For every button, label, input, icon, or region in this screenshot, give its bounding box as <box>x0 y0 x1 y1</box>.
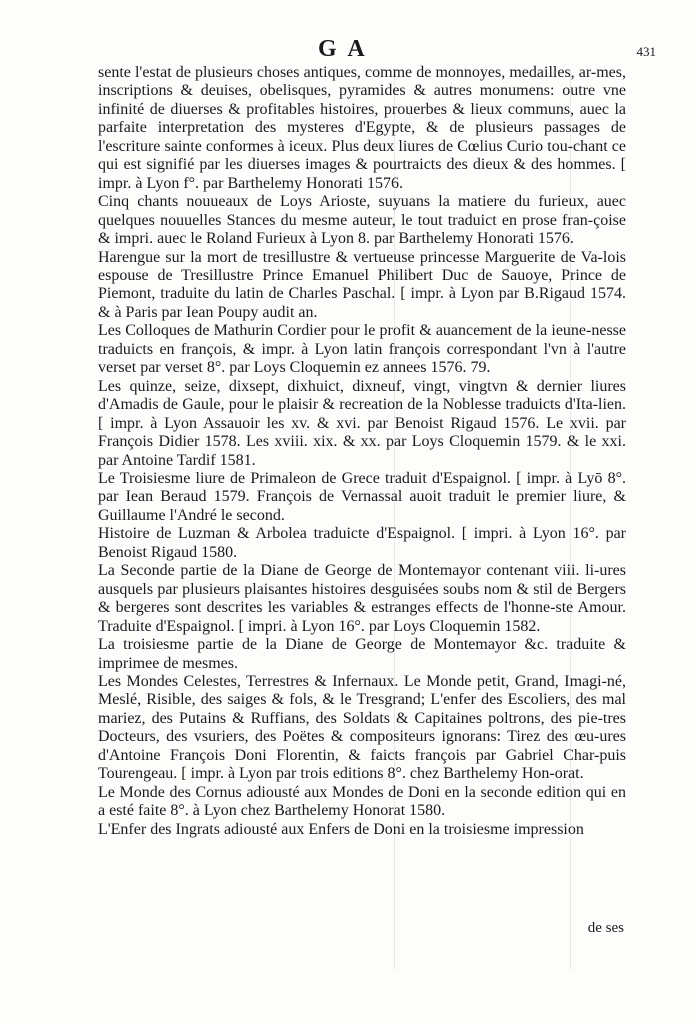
running-title: G A <box>318 36 368 62</box>
bibliography-entry: Les quinze, seize, dixsept, dixhuict, dixneuf, vingt, vingtvn & dernier liures d'Amadis de Gaule, pour le plaisir & recreation de la Noblesse traduicts d'Ita-lien. [ impr. à Lyon Assauoir les xv. & xvi. par Benoist Rigaud 1576. Le xvii. par François Didier 1578. Les xviii. xix. & xx. par Loys Cloquemin 1579. & le xxi. par Antoine Tardif 1581. <box>98 377 626 469</box>
catchword: de ses <box>587 920 624 936</box>
bibliography-entry: Cinq chants nouueaux de Loys Arioste, suyuans la matiere du furieux, auec quelques nouuelles Stances du mesme auteur, le tout traduict en prose fran-çoise & impri. auec le Roland Furieux à Lyon 8. par Barthelemy Honorati 1576. <box>98 193 626 248</box>
bibliography-entry: L'Enfer des Ingrats adiousté aux Enfers de Doni en la troisiesme impression <box>98 820 584 838</box>
bibliography-entry: Harengue sur la mort de tresillustre & vertueuse princesse Marguerite de Va-lois espouse de Tresillustre Prince Emanuel Philibert Duc de Sauoye, Prince de Piemont, traduite du latin de Charles Paschal. [ impr. à Lyon par B.Rigaud 1574. & à Paris par Iean Poupy audit an. <box>98 248 626 321</box>
bibliography-entry: La troisiesme partie de la Diane de George de Montemayor &c. traduite & imprimee de mesmes. <box>98 636 626 672</box>
bibliography-entry: La Seconde partie de la Diane de George de Montemayor contenant viii. li-ures ausquels par plusieurs plaisantes histoires desguisées soubs nom & stil de Bergers & bergeres sont descrites les variables & estranges effects de l'honne-ste Amour. Traduite d'Espaignol. [ impri. à Lyon 16°. par Loys Cloquemin 1582. <box>98 562 626 635</box>
bibliography-entry: Le Troisiesme liure de Primaleon de Grece traduit d'Espaignol. [ impr. à Lyō 8°. par Iean Beraud 1579. François de Vernassal auoit traduit le premier liure, & Guillaume l'André le second. <box>98 469 626 524</box>
bibliography-entry: Histoire de Luzman & Arbolea traduicte d'Espaignol. [ impri. à Lyon 16°. par Benoist Rigaud 1580. <box>98 525 626 561</box>
page-number: 431 <box>636 44 656 59</box>
running-head <box>0 36 696 62</box>
bibliography-entry: Les Mondes Celestes, Terrestres & Infernaux. Le Monde petit, Grand, Imagi-né, Meslé, Risible, des saiges & fols, & le Tresgrand; L'enfer des Escoliers, des mal mariez, des Putains & Ruffians, des Soldats & Capitaines poltrons, des pie-tres Docteurs, des vsuriers, des Poëtes & compositeurs ignorans: Tirez des œu-ures d'Antoine François Doni Florentin, & faicts françois par Gabriel Char-puis Tourengeau. [ impr. à Lyon par trois editions 8°. chez Barthelemy Hon-orat. <box>98 672 626 783</box>
bibliography-body <box>98 64 626 839</box>
bibliography-entry: Les Colloques de Mathurin Cordier pour le profit & auancement de la ieune-nesse traduicts en françois, & impr. à Lyon latin françois correspondant l'vn à l'autre verset par verset 8°. par Loys Cloquemin ez annees 1576. 79. <box>98 322 626 377</box>
bibliography-entry: sente l'estat de plusieurs choses antiques, comme de monnoyes, medailles, ar-mes, inscriptions & deuises, obelisques, pyramides & autres monumens: outre vne infinité de diuerses & profitables histoires, prouerbes & lieux communs, auec la parfaite interpretation des mysteres d'Egypte, & de plusieurs passages de l'escriture sainte conformes à iceux. Plus deux liures de Cœlius Curio tou-chant ce qui est signifié par les diuerses images & pourtraicts des dieux & des hommes. [ impr. à Lyon f°. par Barthelemy Honorati 1576. <box>98 64 626 192</box>
bibliography-entry: Le Monde des Cornus adiousté aux Mondes de Doni en la seconde edition qui en a esté faite 8°. à Lyon chez Barthelemy Honorat 1580. <box>98 783 626 820</box>
